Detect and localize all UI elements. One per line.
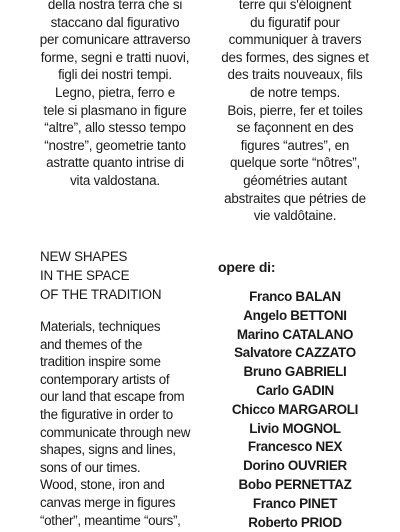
english-heading-line: OF THE TRADITION — [40, 287, 162, 302]
english-line: the figurative in order to — [40, 406, 173, 422]
italian-line: forme, segni e tratti nuovi, — [40, 49, 190, 65]
french-line: quelque sorte “nôtres”, — [229, 155, 361, 171]
artist-name: Franco BALAN — [249, 289, 341, 304]
english-heading — [40, 247, 210, 304]
italian-line: “altre”, allo stesso tempo — [44, 120, 186, 136]
artist-name: Bobo PERNETTAZ — [238, 476, 352, 492]
english-line: tradition inspire some — [40, 354, 161, 370]
french-line: se façonnent en des — [236, 120, 354, 136]
italian-text-column — [30, 0, 200, 190]
english-heading-line: IN THE SPACE — [40, 268, 130, 283]
english-line: sons of our times. — [40, 459, 141, 475]
french-line: des formes, des signes et — [221, 49, 369, 65]
french-line: Bois, pierre, fer et toiles — [227, 102, 363, 118]
french-text-column — [210, 0, 380, 225]
italian-line: “nostre”, geometrie tanto — [44, 137, 186, 153]
artist-name: Francesco NEX — [247, 439, 343, 455]
french-line: vie valdôtaine. — [253, 208, 337, 224]
french-line: du figuratif pour — [250, 14, 340, 30]
artist-name: Bruno GABRIELI — [243, 364, 347, 380]
english-line: our land that escape from — [40, 389, 185, 405]
italian-line: Legno, pietra, ferro e — [55, 84, 175, 100]
english-line: “other”, meantime “ours”, — [40, 512, 181, 528]
works-by-label: opere di: — [218, 259, 276, 275]
english-line: and themes of the — [40, 336, 143, 352]
english-line: contemporary artists of — [40, 371, 170, 387]
english-line: shapes, signs and lines, — [40, 442, 176, 458]
french-line: de notre temps. — [249, 84, 341, 100]
english-line: Wood, stone, iron and — [40, 477, 165, 493]
english-line: Materials, techniques — [40, 319, 161, 334]
french-line: terre qui s'éloignent — [238, 0, 352, 12]
french-line: abstraites que pétries de — [224, 190, 366, 206]
french-line: géométries autant — [243, 172, 347, 188]
english-text-column — [40, 318, 215, 529]
french-line: communiquer à travers — [228, 32, 362, 48]
artist-name: Carlo GADIN — [256, 382, 334, 398]
artist-name: Angelo BETTONI — [243, 307, 347, 323]
artist-name: Dorino OUVRIER — [243, 458, 347, 474]
english-heading-line: NEW SHAPES — [40, 249, 128, 264]
italian-line: della nostra terra che si — [47, 0, 183, 12]
artist-name: Livio MOGNOL — [249, 420, 341, 436]
french-line: des traits nouveaux, fils — [227, 67, 363, 83]
artist-name: Marino CATALANO — [236, 326, 354, 342]
italian-line: staccano dal figurativo — [50, 14, 180, 30]
italian-line: tele si plasmano in figure — [43, 102, 187, 118]
french-line: figures “autres”, en — [240, 137, 350, 153]
artist-name: Chicco MARGAROLI — [231, 401, 359, 417]
italian-line: vita valdostana. — [70, 172, 160, 188]
italian-line: astratte quanto intrise di — [46, 155, 184, 171]
english-line: canvas merge in figures — [40, 494, 176, 510]
artist-name: Salvatore CAZZATO — [234, 345, 356, 361]
artist-name: Franco PINET — [252, 495, 338, 511]
italian-line: figli dei nostri tempi. — [58, 67, 172, 83]
english-line: communicate through new — [40, 424, 191, 440]
artist-name: Roberto PRIOD — [248, 514, 342, 530]
italian-line: per comunicare attraverso — [39, 32, 191, 48]
artist-list — [200, 288, 390, 532]
